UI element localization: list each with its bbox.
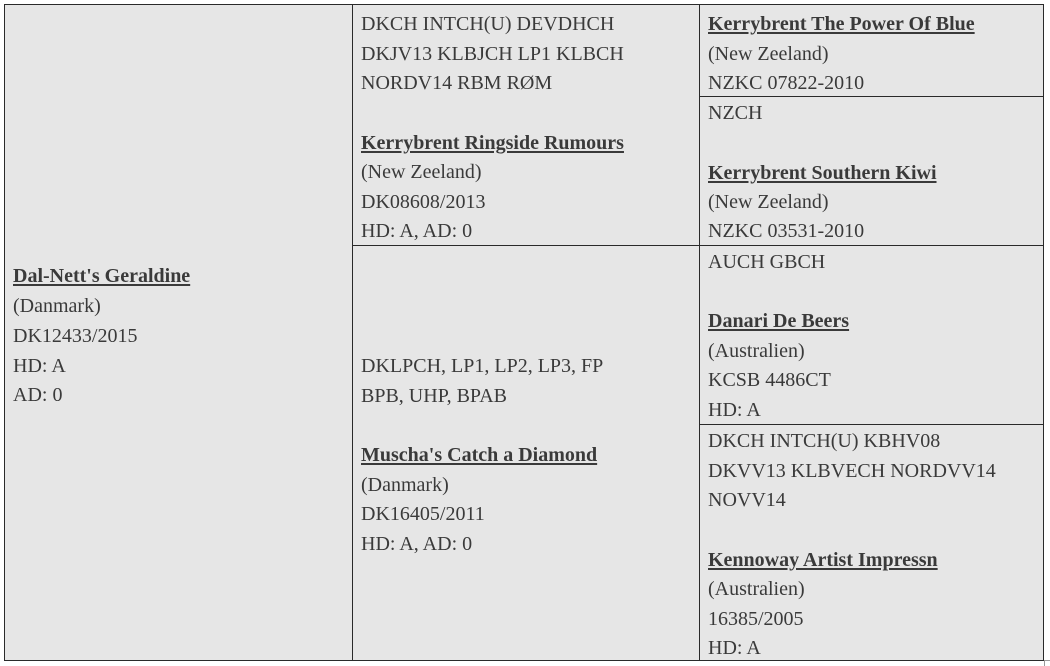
dam-dam-title-3: NOVV14 (708, 489, 786, 511)
page-corner-mark (1044, 660, 1050, 666)
dog-name: Dal-Nett's Geraldine (13, 265, 191, 287)
sire-dam-reg: NZKC 03531-2010 (708, 220, 865, 242)
sire-sire-cell (699, 4, 1044, 97)
sire-dam-cell (699, 96, 1044, 246)
dam-sire-health: HD: A (708, 399, 761, 421)
dam-title-1: DKLPCH, LP1, LP2, LP3, FP (361, 355, 604, 377)
dam-sire-country: (Australien) (708, 340, 805, 362)
sire-health: HD: A, AD: 0 (361, 220, 473, 242)
sire-dam-country: (New Zeeland) (708, 191, 829, 213)
dog-hd: HD: A (13, 355, 66, 377)
dam-sire-name: Danari De Beers (708, 310, 850, 332)
sire-cell (352, 4, 700, 246)
dam-title-2: BPB, UHP, BPAB (361, 385, 508, 407)
dam-dam-title-1: DKCH INTCH(U) KBHV08 (708, 430, 941, 452)
dog-ad: AD: 0 (13, 384, 63, 406)
sire-dam-name: Kerrybrent Southern Kiwi (708, 162, 937, 184)
dam-dam-health: HD: A (708, 637, 761, 659)
dog-cell (4, 4, 353, 661)
dog-country: (Danmark) (13, 295, 101, 317)
sire-title-2: DKJV13 KLBJCH LP1 KLBCH (361, 43, 624, 65)
dam-reg: DK16405/2011 (361, 503, 485, 525)
sire-reg: DK08608/2013 (361, 191, 486, 213)
dam-health: HD: A, AD: 0 (361, 533, 473, 555)
sire-title-3: NORDV14 RBM RØM (361, 72, 553, 94)
dam-dam-reg: 16385/2005 (708, 608, 804, 630)
sire-name: Kerrybrent Ringside Rumours (361, 132, 624, 154)
dog-reg: DK12433/2015 (13, 325, 138, 347)
sire-country: (New Zeeland) (361, 161, 482, 183)
dam-sire-title-1: AUCH GBCH (708, 251, 826, 273)
dam-sire-cell (699, 245, 1044, 425)
sire-title-1: DKCH INTCH(U) DEVDHCH (361, 13, 615, 35)
sire-sire-country: (New Zeeland) (708, 43, 829, 65)
sire-dam-title-1: NZCH (708, 102, 763, 124)
dam-sire-reg: KCSB 4486CT (708, 369, 831, 391)
dam-name: Muscha's Catch a Diamond (361, 444, 598, 466)
dam-dam-country: (Australien) (708, 578, 805, 600)
dam-country: (Danmark) (361, 474, 449, 496)
dam-dam-name: Kennoway Artist Impressn (708, 549, 938, 571)
dam-dam-cell (699, 424, 1044, 661)
sire-sire-reg: NZKC 07822-2010 (708, 72, 865, 94)
dam-dam-title-2: DKVV13 KLBVECH NORDVV14 (708, 460, 996, 482)
dam-cell (352, 245, 700, 661)
sire-sire-name: Kerrybrent The Power Of Blue (708, 13, 975, 35)
